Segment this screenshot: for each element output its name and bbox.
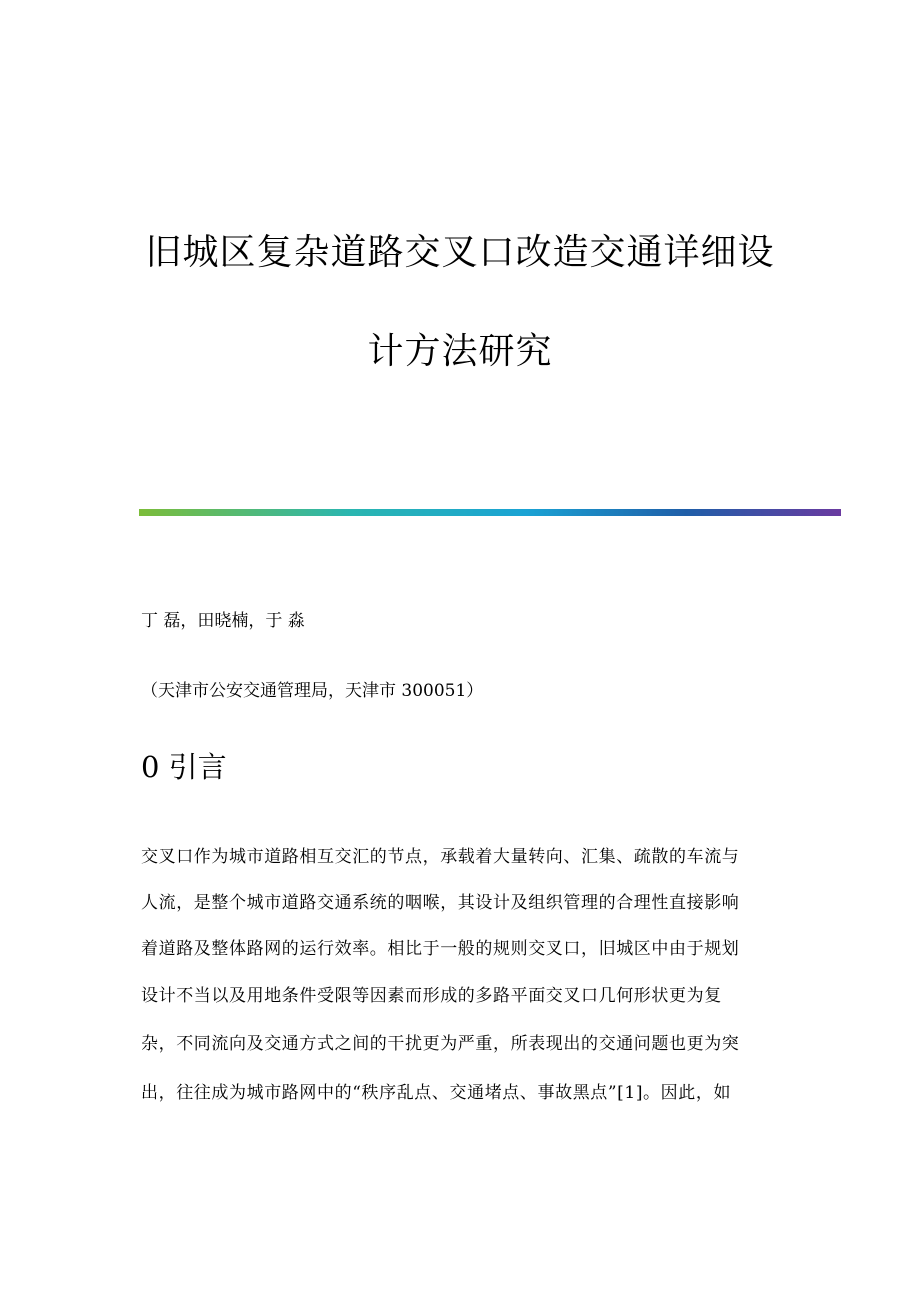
body-text-line: 设计不当以及用地条件受限等因素而形成的多路平面交叉口几何形状更为复 <box>141 986 722 1006</box>
body-text-line: 出，往往成为城市路网中的“秩序乱点、交通堵点、事故黑点”[1]。因此，如 <box>141 1083 732 1103</box>
body-text-line: 交叉口作为城市道路相互交汇的节点，承载着大量转向、汇集、疏散的车流与 <box>141 847 740 867</box>
paper-title-line-1: 旧城区复杂道路交叉口改造交通详细设 <box>145 232 775 273</box>
paper-title-line-2: 计方法研究 <box>367 331 553 372</box>
body-text-line: 人流，是整个城市道路交通系统的咽喉，其设计及组织管理的合理性直接影响 <box>141 893 740 913</box>
body-text-line: 杂，不同流向及交通方式之间的干扰更为严重，所表现出的交通问题也更为突 <box>141 1034 740 1054</box>
author-list: 丁 磊，田晓楠，于 淼 <box>141 611 305 631</box>
body-text-line: 着道路及整体路网的运行效率。相比于一般的规则交叉口，旧城区中由于规划 <box>141 939 740 959</box>
author-affiliation: （天津市公安交通管理局，天津市 300051） <box>141 681 484 701</box>
title-divider <box>139 509 841 516</box>
section-heading-introduction: 0 引言 <box>141 750 227 784</box>
